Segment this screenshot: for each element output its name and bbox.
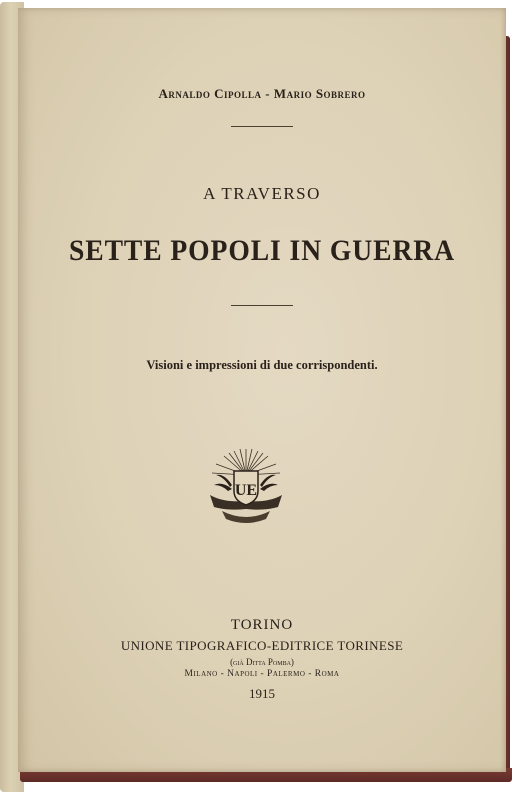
imprint-note: (già Ditta Pomba) bbox=[230, 657, 294, 667]
publisher-emblem-icon bbox=[204, 445, 288, 529]
imprint-publisher: UNIONE TIPOGRAFICO-EDITRICE TORINESE bbox=[120, 638, 404, 653]
title-page bbox=[18, 8, 506, 772]
divider-rule-middle bbox=[231, 305, 293, 306]
imprint-cities: Milano - Napoli - Palermo - Roma bbox=[184, 669, 340, 679]
book-subtitle: Visioni e impressioni di due corrispondenti. bbox=[146, 358, 378, 372]
divider-rule-top bbox=[231, 126, 293, 127]
imprint-year: 1915 bbox=[249, 686, 275, 701]
emblem-monogram: UE bbox=[234, 482, 258, 499]
title-kicker: A TRAVERSO bbox=[203, 184, 321, 203]
book-title: SETTE POPOLI IN GUERRA bbox=[68, 234, 455, 267]
imprint-city: TORINO bbox=[230, 617, 294, 633]
authors-line: Arnaldo Cipolla - Mario Sobrero bbox=[158, 86, 366, 101]
